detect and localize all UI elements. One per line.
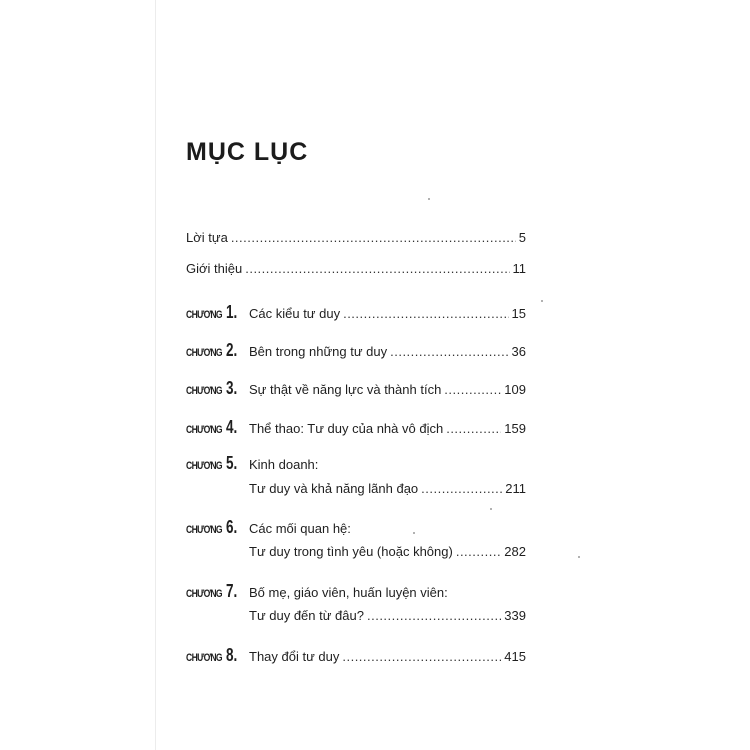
- toc-chapter-title: Bên trong những tư duy: [249, 344, 388, 359]
- chapter-word: CHƯƠNG: [186, 524, 222, 536]
- chapter-number: 6.: [226, 517, 238, 537]
- toc-chapter-subtitle: Tư duy và khả năng lãnh đạo: [249, 481, 419, 496]
- chapter-label: [186, 645, 249, 666]
- chapter-label: [186, 453, 249, 474]
- toc-chapter-2[interactable]: [186, 340, 526, 364]
- toc-page-number: 415: [504, 649, 526, 664]
- scan-speck: [541, 300, 543, 302]
- toc-chapter-subtitle: Tư duy trong tình yêu (hoặc không): [249, 544, 453, 559]
- toc-page-number: 282: [504, 544, 526, 559]
- toc-entry-preface[interactable]: [186, 230, 526, 254]
- chapter-number: 1.: [226, 302, 238, 322]
- toc-chapter-title: Thay đổi tư duy: [249, 649, 340, 664]
- scan-speck: [490, 508, 492, 510]
- chapter-word: CHƯƠNG: [186, 652, 222, 664]
- toc-chapter-title: Kinh doanh:: [249, 457, 319, 472]
- dot-leader: [390, 344, 508, 359]
- toc-chapter-6-subtitle[interactable]: [249, 544, 526, 568]
- toc-chapter-3[interactable]: [186, 378, 526, 402]
- toc-page-number: 159: [504, 421, 526, 436]
- toc-page-number: 36: [511, 344, 526, 359]
- toc-chapter-title: Các kiểu tư duy: [249, 306, 341, 321]
- toc-chapter-7-subtitle[interactable]: [249, 608, 526, 632]
- toc-chapter-title: Các mối quan hệ:: [249, 521, 351, 536]
- toc-chapter-7[interactable]: [186, 581, 526, 605]
- toc-chapter-title: Thể thao: Tư duy của nhà vô địch: [249, 421, 444, 436]
- toc-chapter-subtitle: Tư duy đến từ đâu?: [249, 608, 364, 623]
- chapter-label: [186, 302, 249, 323]
- toc-chapter-6[interactable]: [186, 517, 526, 541]
- toc-page-number: 211: [505, 481, 526, 496]
- dot-leader: [231, 230, 516, 245]
- page-title: MỤC LỤC: [186, 138, 309, 166]
- dot-leader: [245, 261, 509, 276]
- toc-chapter-title: Bố mẹ, giáo viên, huấn luyện viên:: [249, 585, 448, 600]
- toc-chapter-5[interactable]: [186, 453, 526, 477]
- chapter-word: CHƯƠNG: [186, 424, 222, 436]
- toc-chapter-8[interactable]: [186, 645, 526, 669]
- toc-page-number: 339: [504, 608, 526, 623]
- toc-page-number: 5: [518, 230, 526, 245]
- dot-leader: [446, 421, 501, 436]
- scan-speck: [413, 532, 415, 534]
- chapter-label: [186, 581, 249, 602]
- chapter-label: [186, 517, 249, 538]
- chapter-number: 7.: [226, 581, 238, 601]
- toc-chapter-5-subtitle[interactable]: [249, 481, 526, 505]
- dot-leader: [367, 608, 501, 623]
- chapter-number: 4.: [226, 417, 238, 437]
- scan-speck: [428, 198, 430, 200]
- toc-page-number: 15: [511, 306, 526, 321]
- toc-page-number: 11: [512, 261, 526, 276]
- toc-page-number: 109: [504, 382, 526, 397]
- scan-speck: [578, 556, 580, 558]
- toc-entry-title: Lời tựa: [186, 230, 228, 245]
- chapter-word: CHƯƠNG: [186, 309, 222, 321]
- chapter-word: CHƯƠNG: [186, 347, 222, 359]
- chapter-label: [186, 340, 249, 361]
- chapter-word: CHƯƠNG: [186, 588, 222, 600]
- chapter-number: 8.: [226, 645, 238, 665]
- dot-leader: [343, 306, 508, 321]
- toc-entry-introduction[interactable]: [186, 261, 526, 285]
- chapter-label: [186, 417, 249, 438]
- chapter-word: CHƯƠNG: [186, 460, 222, 472]
- dot-leader: [342, 649, 501, 664]
- toc-chapter-1[interactable]: [186, 302, 526, 326]
- dot-leader: [444, 382, 501, 397]
- dot-leader: [456, 544, 501, 559]
- dot-leader: [421, 481, 502, 496]
- chapter-number: 3.: [226, 378, 238, 398]
- toc-chapter-title: Sự thật về năng lực và thành tích: [249, 382, 442, 397]
- chapter-number: 2.: [226, 340, 238, 360]
- chapter-word: CHƯƠNG: [186, 385, 222, 397]
- toc-chapter-4[interactable]: [186, 417, 526, 441]
- chapter-number: 5.: [226, 453, 238, 473]
- toc-entry-title: Giới thiệu: [186, 261, 243, 276]
- chapter-label: [186, 378, 249, 399]
